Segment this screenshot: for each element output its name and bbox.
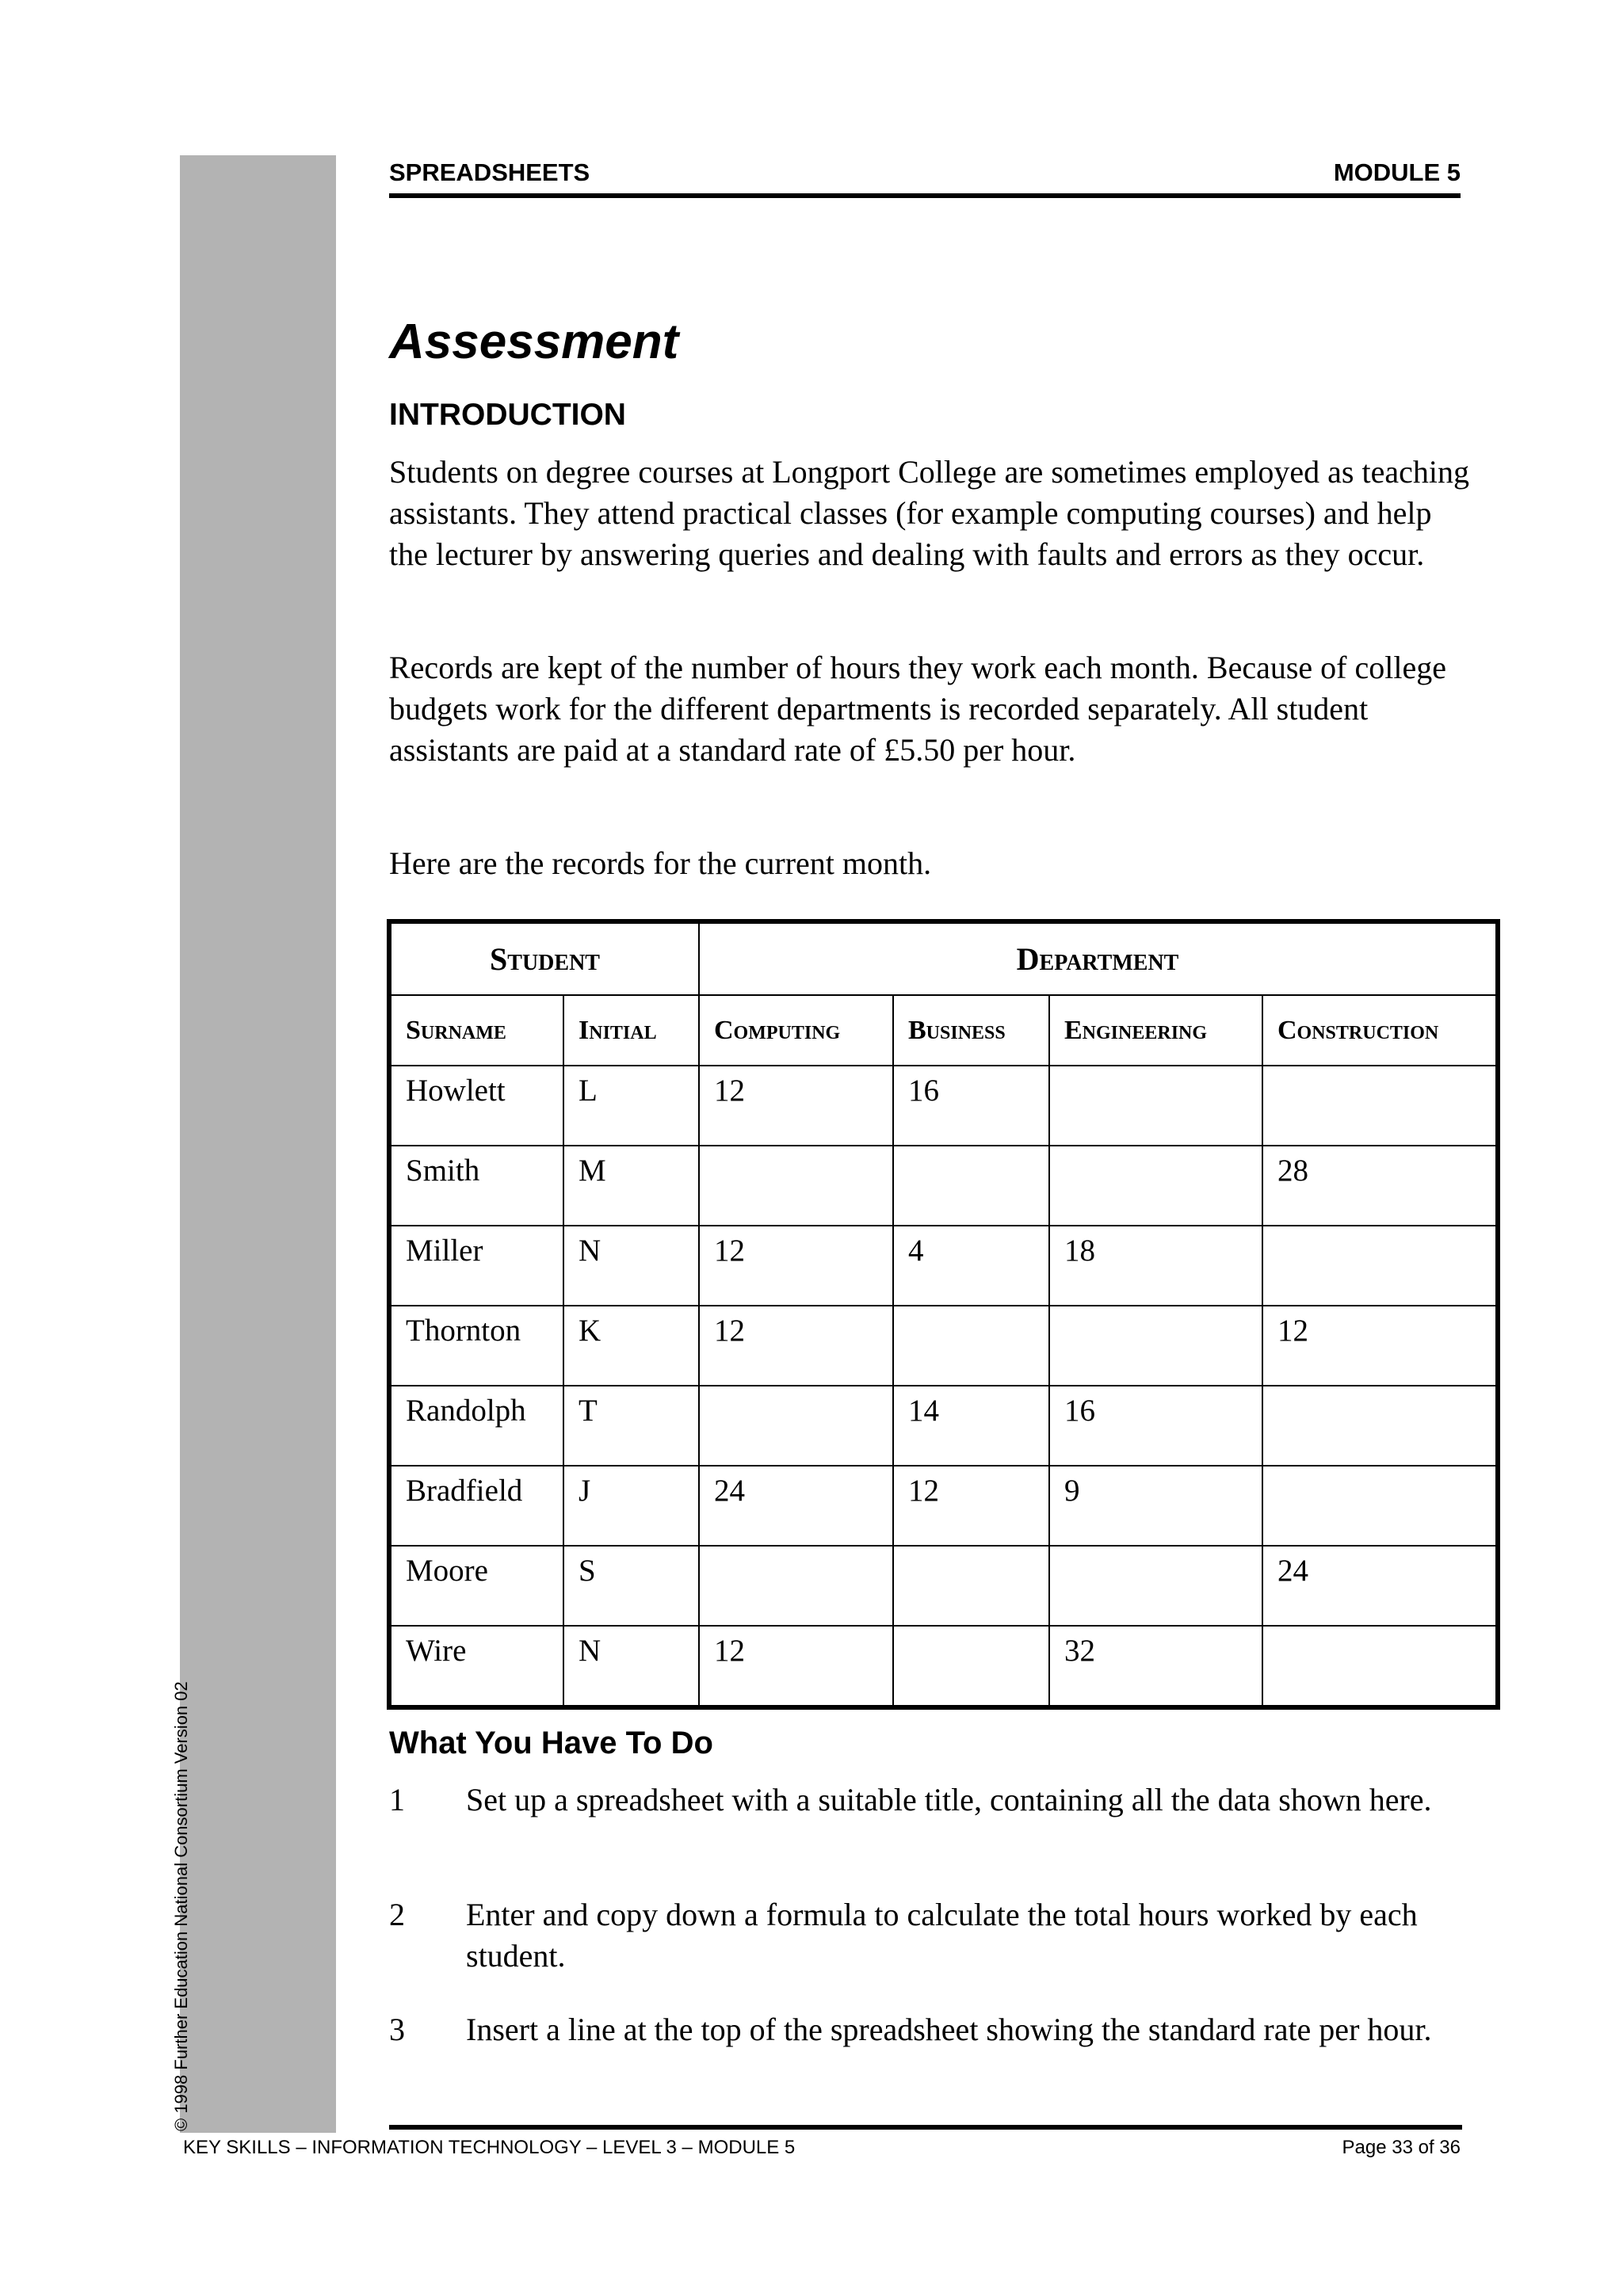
cell-initial: N: [563, 1626, 699, 1707]
cell-construction: [1262, 1066, 1498, 1146]
column-header-initial: Initial: [563, 995, 699, 1066]
group-header-student: Student: [389, 921, 699, 995]
cell-construction: 12: [1262, 1306, 1498, 1386]
table-row: [389, 1626, 1498, 1707]
cell-surname: Smith: [389, 1146, 563, 1226]
column-header-surname: Surname: [389, 995, 563, 1066]
task-number: 1: [389, 1782, 405, 1817]
margin-bar: [180, 155, 336, 2133]
cell-engineering: [1049, 1066, 1262, 1146]
cell-surname: Bradfield: [389, 1466, 563, 1546]
cell-business: 16: [893, 1066, 1049, 1146]
tasks-heading: What You Have To Do: [389, 1726, 713, 1760]
task-text: Insert a line at the top of the spreadsheet showing the standard rate per hour.: [466, 2012, 1432, 2047]
table-row: [389, 1466, 1498, 1546]
cell-engineering: 32: [1049, 1626, 1262, 1707]
cell-surname: Wire: [389, 1626, 563, 1707]
cell-engineering: 9: [1049, 1466, 1262, 1546]
task-text: Set up a spreadsheet with a suitable title, containing all the data shown here.: [466, 1782, 1432, 1817]
column-header-construction: Construction: [1262, 995, 1498, 1066]
cell-computing: [699, 1386, 893, 1466]
cell-business: [893, 1146, 1049, 1226]
intro-paragraph: Students on degree courses at Longport College are sometimes employed as teaching assistants. They attend practical classes (for example computing courses) and help the lecturer by answering queries and dealing with faults and errors as they occur.: [389, 454, 1469, 572]
cell-computing: 12: [699, 1306, 893, 1386]
cell-initial: N: [563, 1226, 699, 1306]
table-row: [389, 1306, 1498, 1386]
cell-construction: [1262, 1226, 1498, 1306]
cell-business: [893, 1546, 1049, 1626]
cell-initial: T: [563, 1386, 699, 1466]
table-row: [389, 1066, 1498, 1146]
cell-initial: K: [563, 1306, 699, 1386]
cell-business: 12: [893, 1466, 1049, 1546]
cell-initial: L: [563, 1066, 699, 1146]
page-number: Page 33 of 36: [1342, 2137, 1461, 2158]
cell-construction: 24: [1262, 1546, 1498, 1626]
task-item: [389, 1779, 1471, 1821]
cell-computing: 12: [699, 1226, 893, 1306]
cell-engineering: 18: [1049, 1226, 1262, 1306]
header-section-title: SPREADSHEETS: [389, 158, 590, 186]
cell-computing: 24: [699, 1466, 893, 1546]
cell-computing: 12: [699, 1626, 893, 1707]
cell-computing: [699, 1546, 893, 1626]
task-text: Enter and copy down a formula to calculate the total hours worked by each student.: [466, 1897, 1418, 1974]
cell-initial: J: [563, 1466, 699, 1546]
cell-engineering: [1049, 1306, 1262, 1386]
column-header-business: Business: [893, 995, 1049, 1066]
table-row: [389, 1146, 1498, 1226]
table-row: [389, 1226, 1498, 1306]
cell-surname: Randolph: [389, 1386, 563, 1466]
header-rule: [389, 193, 1461, 198]
task-item: [389, 1894, 1471, 1977]
cell-business: [893, 1306, 1049, 1386]
cell-surname: Miller: [389, 1226, 563, 1306]
table-row: [389, 1386, 1498, 1466]
cell-construction: 28: [1262, 1146, 1498, 1226]
group-header-department: Department: [699, 921, 1498, 995]
task-number: 2: [389, 1897, 405, 1932]
table-row: [389, 1546, 1498, 1626]
cell-computing: 12: [699, 1066, 893, 1146]
cell-initial: M: [563, 1146, 699, 1226]
task-number: 3: [389, 2012, 405, 2047]
cell-business: 4: [893, 1226, 1049, 1306]
cell-surname: Thornton: [389, 1306, 563, 1386]
cell-surname: Howlett: [389, 1066, 563, 1146]
cell-business: 14: [893, 1386, 1049, 1466]
header-module-label: MODULE 5: [1333, 158, 1461, 186]
cell-computing: [699, 1146, 893, 1226]
cell-construction: [1262, 1466, 1498, 1546]
cell-business: [893, 1626, 1049, 1707]
page-header: [389, 155, 1461, 187]
introduction-heading: INTRODUCTION: [389, 398, 626, 432]
cell-engineering: [1049, 1546, 1262, 1626]
page-title: Assessment: [389, 315, 679, 369]
cell-construction: [1262, 1626, 1498, 1707]
intro-paragraph: Records are kept of the number of hours they work each month. Because of college budgets work for the different departments is recorded separately. All student assistants are paid at a standard rate of £5.50 per hour.: [389, 650, 1446, 768]
column-header-computing: Computing: [699, 995, 893, 1066]
cell-initial: S: [563, 1546, 699, 1626]
intro-paragraph: Here are the records for the current month.: [389, 845, 932, 881]
hours-table: [387, 919, 1500, 1710]
cell-engineering: 16: [1049, 1386, 1262, 1466]
footer-course-title: KEY SKILLS – INFORMATION TECHNOLOGY – LEVEL 3 – MODULE 5: [183, 2137, 796, 2158]
task-item: [389, 2009, 1471, 2050]
cell-surname: Moore: [389, 1546, 563, 1626]
cell-engineering: [1049, 1146, 1262, 1226]
cell-construction: [1262, 1386, 1498, 1466]
copyright-note: © 1998 Further Education National Consortium Version 02: [171, 1681, 191, 2131]
column-header-engineering: Engineering: [1049, 995, 1262, 1066]
footer-rule: [389, 2125, 1462, 2130]
